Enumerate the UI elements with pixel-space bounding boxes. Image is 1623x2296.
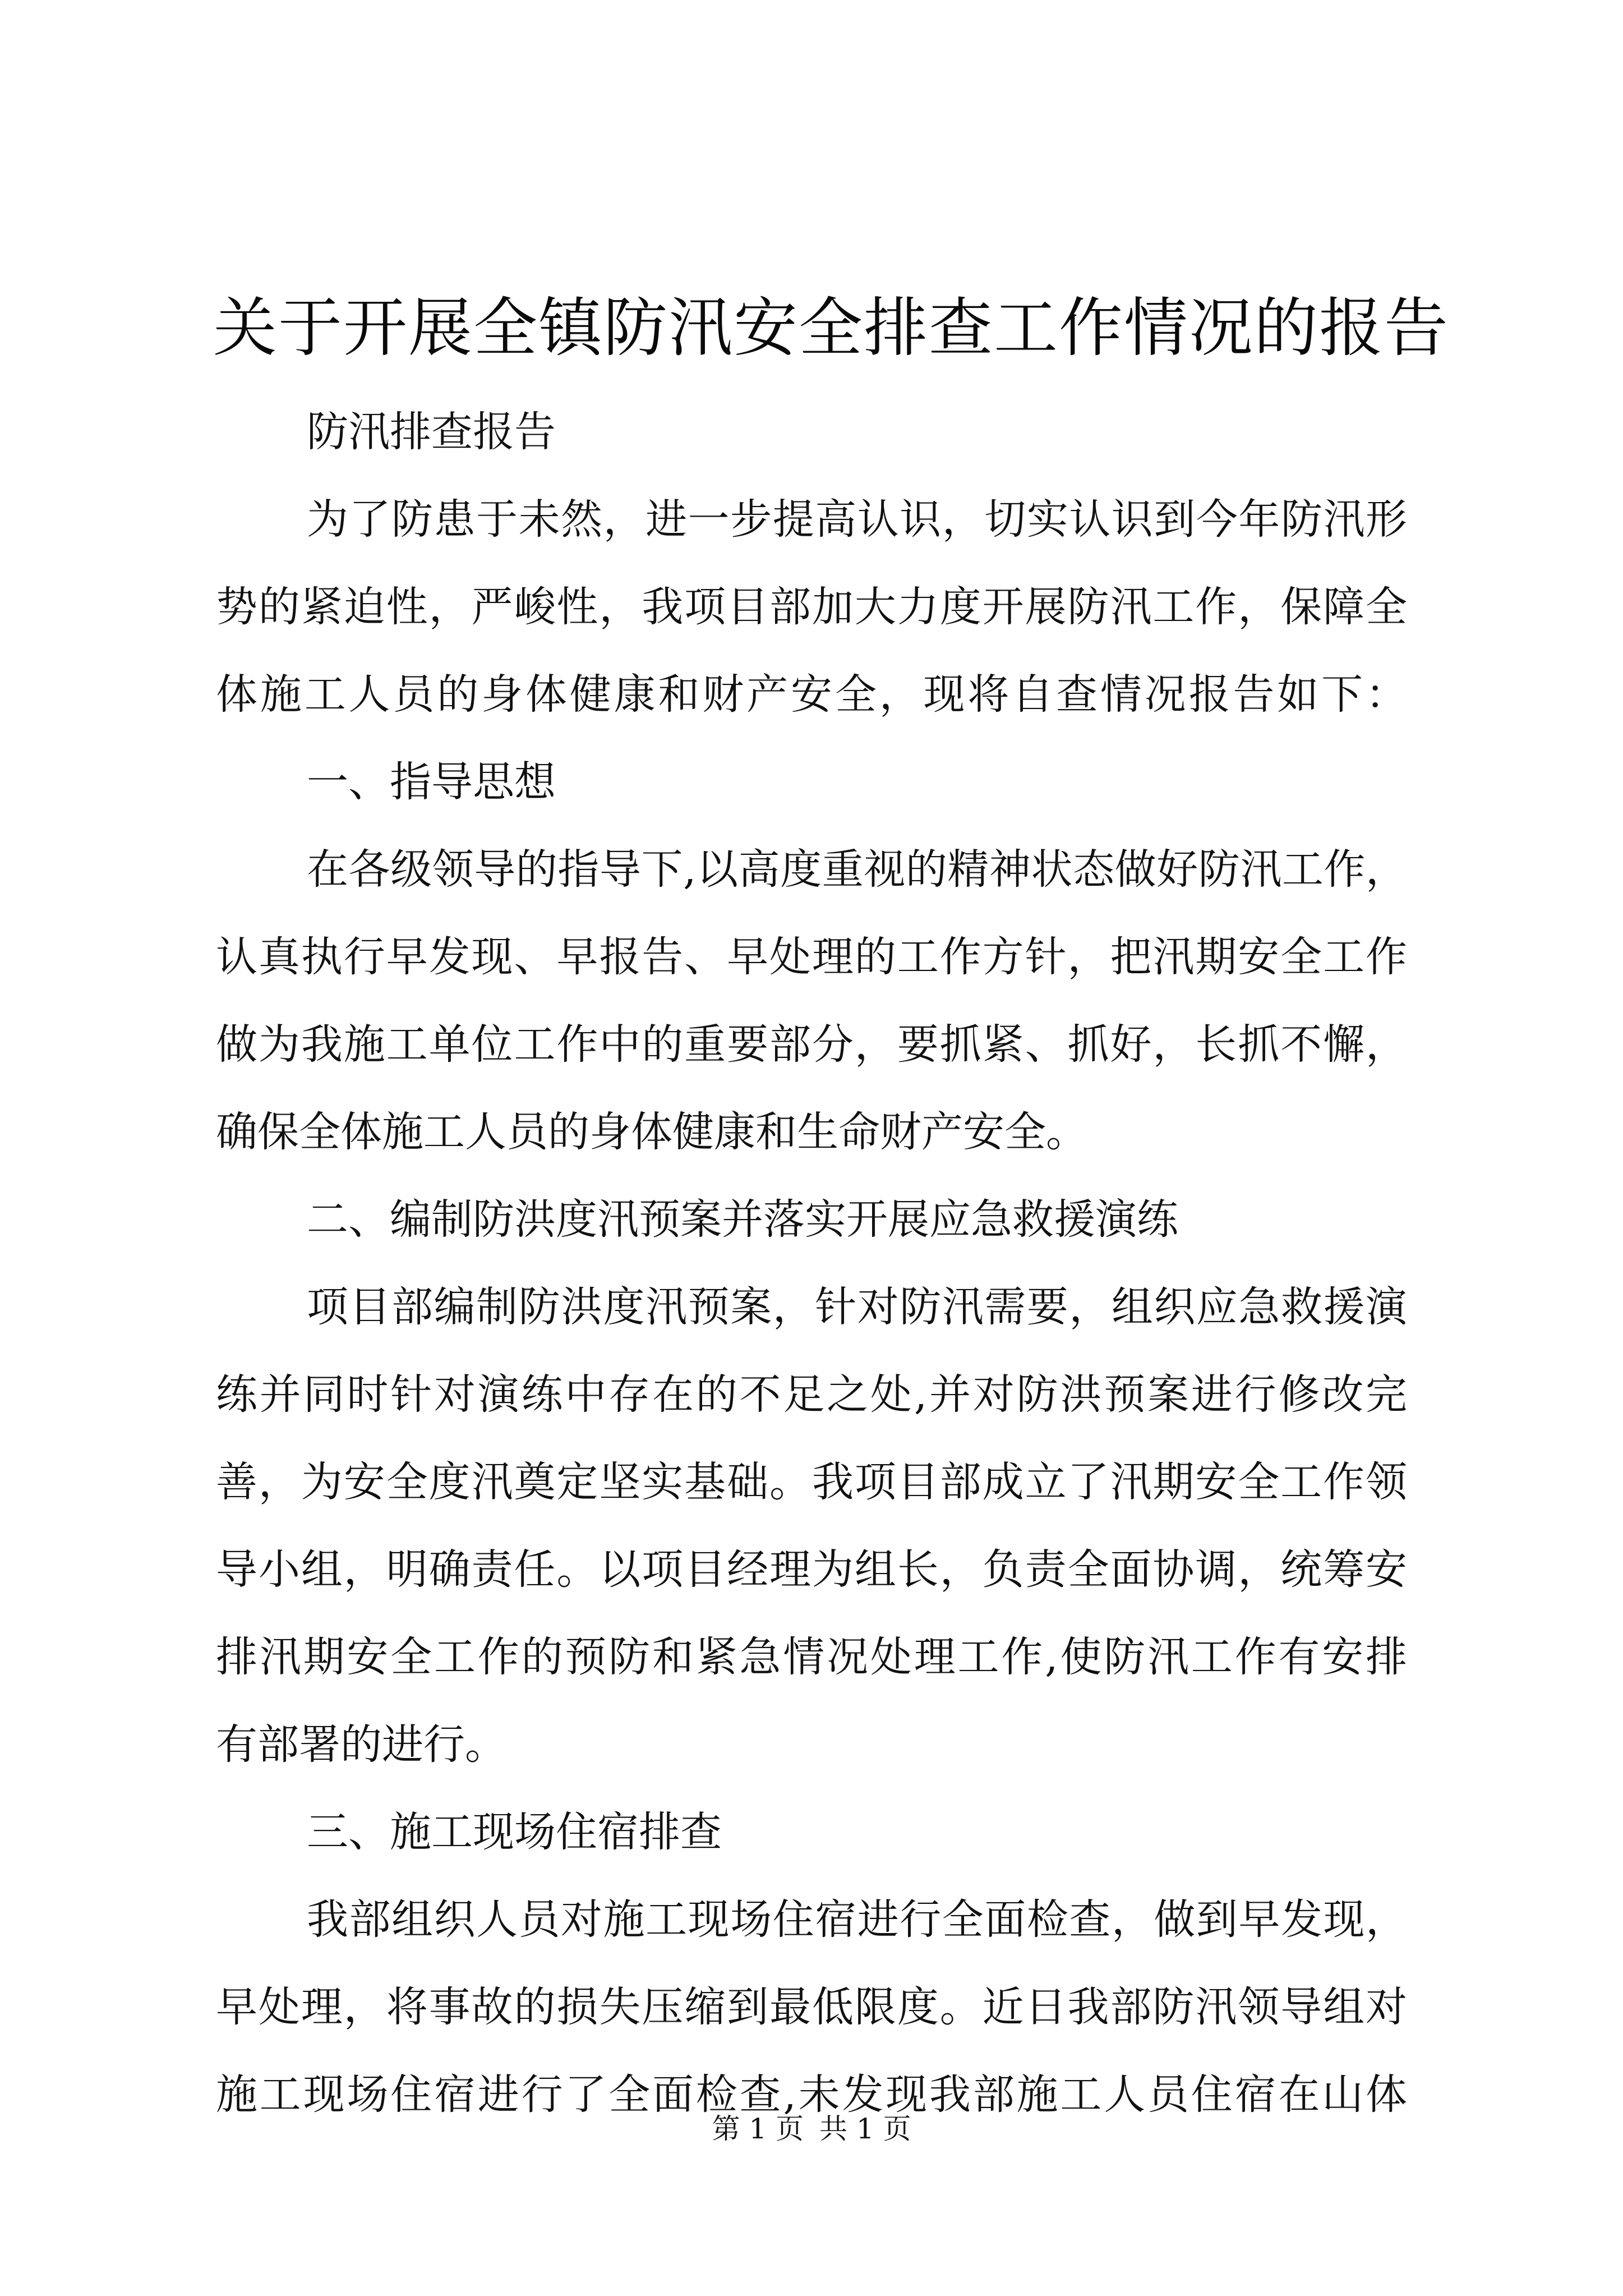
paragraph-line: 有部署的进行。 bbox=[216, 1720, 506, 1769]
paragraph-guiding-thought bbox=[216, 826, 1407, 1176]
document-title: 关于开展全镇防汛安全排查工作情况的报告 bbox=[213, 291, 1450, 365]
section-heading-text: 一、指导思想 bbox=[307, 758, 556, 806]
paragraph-line: 善，为安全度汛奠定坚实基础。我项目部成立了汛期安全工作领 bbox=[216, 1458, 1407, 1506]
paragraph-line: 做为我施工单位工作中的重要部分，要抓紧、抓好，长抓不懈， bbox=[216, 1020, 1407, 1069]
page-number: 第 1 页 bbox=[712, 2113, 804, 2145]
paragraph-line: 为了防患于未然，进一步提高认识，切实认识到今年防汛形 bbox=[307, 495, 1407, 544]
section-heading-2 bbox=[216, 1176, 1407, 1263]
page-footer bbox=[0, 2106, 1623, 2151]
paragraph-line: 导小组，明确责任。以项目经理为组长，负责全面协调，统筹安 bbox=[216, 1545, 1407, 1594]
paragraph-line: 排汛期安全工作的预防和紧急情况处理工作,使防汛工作有安排 bbox=[216, 1633, 1407, 1681]
paragraph-line: 体施工人员的身体健康和财产安全，现将自查情况报告如下： bbox=[216, 670, 1407, 719]
paragraph-line: 在各级领导的指导下,以高度重视的精神状态做好防汛工作， bbox=[307, 845, 1407, 894]
paragraph-line: 我部组织人员对施工现场住宿进行全面检查，做到早发现， bbox=[307, 1895, 1407, 1944]
paragraph-line: 施工现场住宿进行了全面检查,未发现我部施工人员住宿在山体 bbox=[216, 2070, 1407, 2119]
paragraph-line: 认真执行早发现、早报告、早处理的工作方针，把汛期安全工作 bbox=[216, 933, 1407, 981]
paragraph-line: 项目部编制防洪度汛预案，针对防汛需要，组织应急救援演 bbox=[307, 1283, 1407, 1331]
paragraph-line: 练并同时针对演练中存在的不足之处,并对防洪预案进行修改完 bbox=[216, 1370, 1407, 1419]
paragraph-flood-plan bbox=[216, 1263, 1407, 1788]
page-total: 共 1 页 bbox=[819, 2113, 911, 2145]
section-heading-text: 二、编制防洪度汛预案并落实开展应急救援演练 bbox=[307, 1195, 1178, 1244]
document-body bbox=[216, 388, 1407, 2138]
paragraph-line: 势的紧迫性，严峻性，我项目部加大力度开展防汛工作，保障全 bbox=[216, 583, 1407, 631]
document-subtitle: 防汛排查报告 bbox=[307, 408, 556, 456]
section-heading-text: 三、施工现场住宿排查 bbox=[307, 1808, 722, 1856]
paragraph-site-inspection bbox=[216, 1876, 1407, 2138]
paragraph-line: 确保全体施工人员的身体健康和生命财产安全。 bbox=[216, 1108, 1087, 1156]
paragraph-intro bbox=[216, 476, 1407, 738]
section-heading-3 bbox=[216, 1788, 1407, 1876]
paragraph-line: 早处理，将事故的损失压缩到最低限度。近日我部防汛领导组对 bbox=[216, 1983, 1407, 2031]
section-heading-1 bbox=[216, 738, 1407, 826]
